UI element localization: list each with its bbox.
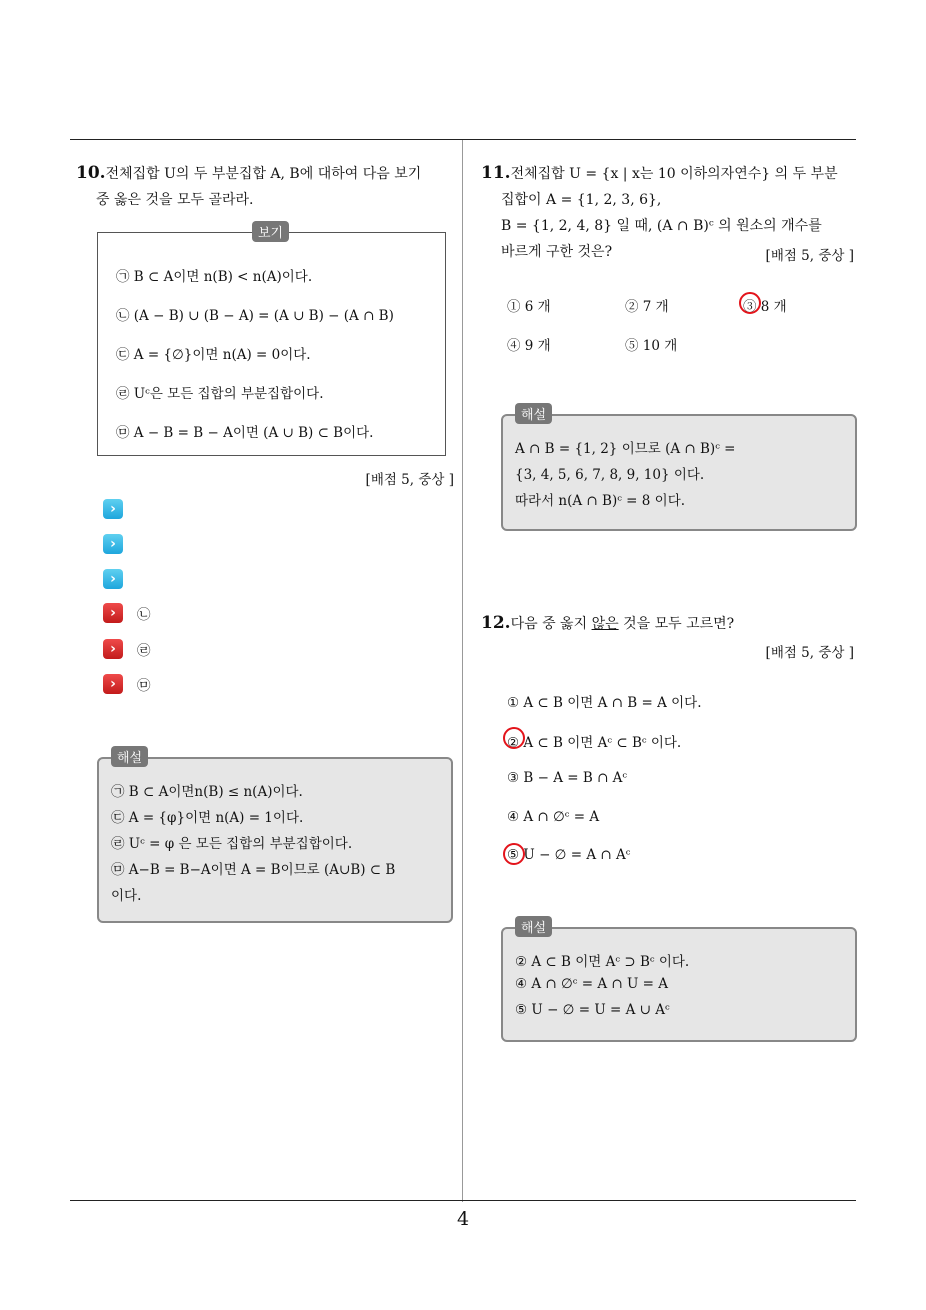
q10-answer-4: ㉡: [137, 607, 151, 623]
q10-explanation: [97, 751, 453, 923]
page-number: 4: [456, 1208, 470, 1230]
q10-box-label: 보기: [252, 221, 289, 242]
chevron-right-icon: ›: [103, 603, 123, 623]
q11-option-5[interactable]: ⑤ 10 개: [625, 338, 678, 354]
q10-expl-label: 해설: [111, 746, 148, 767]
q10-expl-line-2: ㉢ A = {φ}이면 n(A) = 1이다.: [111, 810, 304, 826]
q10-item-5: ㉤ A − B = B − A이면 (A ∪ B) ⊂ B이다.: [116, 425, 374, 441]
q10-title: [76, 160, 456, 213]
q12-option-2[interactable]: ② A ⊂ B 이면 Aᶜ ⊂ Bᶜ 이다.: [507, 735, 682, 751]
q10-item-4: ㉣ Uᶜ은 모든 집합의 부분집합이다.: [116, 386, 324, 402]
q10-number: 10.: [76, 163, 106, 183]
chevron-right-icon: ›: [103, 499, 123, 519]
q12-text-underline: 않은: [591, 616, 619, 632]
q10-score: [배점 5, 중상 ]: [365, 472, 454, 488]
chevron-right-icon: ›: [103, 674, 123, 694]
q10-expl-line-4: ㉤ A−B = B−A이면 A = B이므로 (A∪B) ⊂ B: [111, 862, 396, 878]
q11-text-line4: 바르게 구한 것은?: [501, 244, 613, 260]
q11-expl-line-2: {3, 4, 5, 6, 7, 8, 9, 10} 이다.: [515, 467, 705, 483]
q11-score: [배점 5, 중상 ]: [765, 248, 854, 264]
q11-text-line2: 집합이 A = {1, 2, 3, 6},: [501, 192, 662, 208]
q11-text-line3: B = {1, 2, 4, 8} 일 때, (A ∩ B)ᶜ 의 원소의 개수를: [501, 218, 822, 234]
q11-option-1[interactable]: ① 6 개: [507, 299, 551, 315]
q12-expl-label: 해설: [515, 916, 552, 937]
bottom-rule: [70, 1200, 856, 1201]
q10-choices-box: [97, 226, 446, 456]
column-divider: [462, 140, 463, 1202]
q10-expl-line-3: ㉣ Uᶜ = φ 은 모든 집합의 부분집합이다.: [111, 836, 353, 852]
q12-marked-answer-circle-5: [503, 843, 525, 865]
q11-expl-label: 해설: [515, 403, 552, 424]
q10-answer-5: ㉣: [137, 643, 151, 659]
q12-marked-answer-circle-2: [503, 727, 525, 749]
q12-option-5[interactable]: ⑤ U − ∅ = A ∩ Aᶜ: [507, 847, 631, 863]
q10-item-3: ㉢ A = {∅}이면 n(A) = 0이다.: [116, 347, 311, 363]
q11-marked-answer-circle: [739, 292, 761, 314]
chevron-right-icon: ›: [103, 569, 123, 589]
q10-item-2: ㉡ (A − B) ∪ (B − A) = (A ∪ B) − (A ∩ B): [116, 308, 394, 324]
q11-option-4[interactable]: ④ 9 개: [507, 338, 551, 354]
q10-text-line1: 전체집합 U의 두 부분집합 A, B에 대하여 다음 보기: [105, 166, 422, 182]
q12-text-post: 것을 모두 고르면?: [618, 616, 735, 632]
chevron-right-icon: ›: [103, 534, 123, 554]
q10-expl-line-1: ㉠ B ⊂ A이면n(B) ≤ n(A)이다.: [111, 784, 303, 800]
q12-expl-line-2: ④ A ∩ ∅ᶜ = A ∩ U = A: [515, 976, 669, 992]
q12-option-1[interactable]: ① A ⊂ B 이면 A ∩ B = A 이다.: [507, 695, 702, 711]
q10-expl-line-5: 이다.: [111, 888, 142, 904]
q11-explanation: [501, 408, 857, 531]
q12-text-pre: 다음 중 옳지: [510, 616, 592, 632]
q10-answer-6: ㉤: [137, 678, 151, 694]
q12-title: [481, 610, 861, 637]
q11-text-line1: 전체집합 U = {x | x는 10 이하의자연수} 의 두 부분: [510, 166, 838, 182]
q12-option-3[interactable]: ③ B − A = B ∩ Aᶜ: [507, 770, 628, 786]
q12-score: [배점 5, 중상 ]: [765, 645, 854, 661]
q10-item-1: ㉠ B ⊂ A이면 n(B) < n(A)이다.: [116, 269, 313, 285]
chevron-right-icon: ›: [103, 639, 123, 659]
q12-explanation: [501, 921, 857, 1042]
q12-expl-line-1: ② A ⊂ B 이면 Aᶜ ⊃ Bᶜ 이다.: [515, 954, 690, 970]
q10-text-line2: 중 옳은 것을 모두 골라라.: [96, 192, 254, 208]
q11-option-3[interactable]: ③ 8 개: [743, 299, 787, 315]
q12-expl-line-3: ⑤ U − ∅ = U = A ∪ Aᶜ: [515, 1002, 670, 1018]
q11-option-2[interactable]: ② 7 개: [625, 299, 669, 315]
q11-number: 11.: [481, 163, 511, 183]
q12-option-4[interactable]: ④ A ∩ ∅ᶜ = A: [507, 809, 600, 825]
q11-expl-line-1: A ∩ B = {1, 2} 이므로 (A ∩ B)ᶜ =: [515, 441, 736, 457]
top-rule: [70, 139, 856, 140]
q11-expl-line-3: 따라서 n(A ∩ B)ᶜ = 8 이다.: [515, 493, 686, 509]
q12-number: 12.: [481, 613, 511, 633]
